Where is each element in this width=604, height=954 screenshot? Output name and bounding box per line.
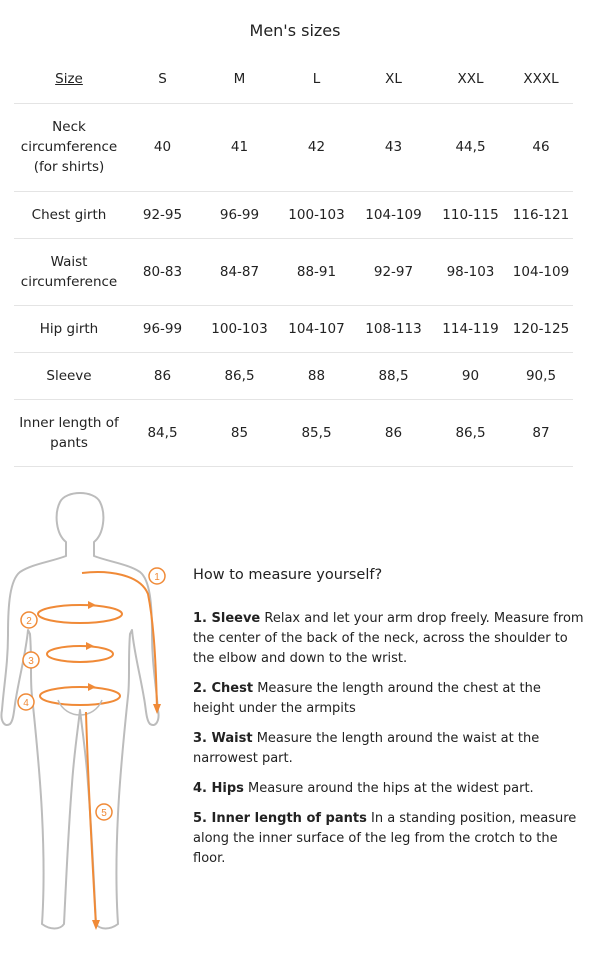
table-cell: 90,5 bbox=[525, 367, 557, 384]
step-lead: 2. Chest bbox=[193, 681, 254, 696]
step-text: Measure the length around the chest at the height under the armpits bbox=[193, 681, 541, 716]
table-cell: 88-91 bbox=[296, 263, 337, 280]
size-header-label: Size bbox=[55, 71, 83, 88]
table-row bbox=[14, 352, 573, 399]
step-text: Measure the length around the waist at the narrowest part. bbox=[193, 731, 540, 766]
chest-measure-ellipse bbox=[38, 605, 122, 623]
table-cell: 90 bbox=[461, 367, 480, 384]
table-cell: 86,5 bbox=[455, 424, 486, 441]
table-cell: 120-125 bbox=[512, 320, 570, 337]
table-cell: 42 bbox=[307, 139, 326, 155]
table-cell: 104-109 bbox=[365, 206, 422, 223]
step-text: Measure around the hips at the widest part. bbox=[248, 781, 534, 796]
row-label-hip: Hip girth bbox=[39, 320, 99, 337]
step-sleeve bbox=[193, 609, 585, 669]
size-header-xxxl: XXXL bbox=[523, 71, 559, 88]
table-cell: 86 bbox=[153, 367, 172, 384]
step-waist bbox=[193, 729, 585, 769]
page-title: Men's sizes bbox=[249, 21, 341, 40]
sleeve-arrow-icon bbox=[153, 704, 161, 714]
size-header-l: L bbox=[312, 71, 321, 88]
table-row bbox=[14, 191, 573, 238]
table-cell: 84,5 bbox=[147, 424, 178, 441]
size-table bbox=[14, 56, 573, 467]
size-header-xl: XL bbox=[385, 71, 402, 88]
table-cell: 44,5 bbox=[455, 139, 486, 155]
sleeve-measure-line bbox=[82, 572, 157, 710]
marker-5 bbox=[96, 804, 112, 820]
step-lead: 5. Inner length of pants bbox=[193, 811, 367, 826]
table-cell: 96-99 bbox=[219, 206, 260, 223]
table-cell: 86,5 bbox=[224, 367, 255, 384]
table-cell: 40 bbox=[153, 139, 172, 155]
body-outline bbox=[1, 493, 158, 929]
row-label-waist: Waist circumference bbox=[20, 253, 118, 290]
waist-measure-ellipse bbox=[47, 646, 113, 662]
table-row bbox=[14, 238, 573, 305]
table-cell: 96-99 bbox=[142, 320, 183, 337]
inner-leg-measure-line bbox=[86, 712, 96, 926]
step-chest bbox=[193, 679, 585, 719]
table-cell: 41 bbox=[230, 139, 249, 155]
step-lead: 1. Sleeve bbox=[193, 611, 261, 626]
table-cell: 108-113 bbox=[365, 320, 422, 337]
table-cell: 100-103 bbox=[288, 206, 345, 223]
size-header-s: S bbox=[158, 71, 167, 88]
table-cell: 88,5 bbox=[378, 367, 409, 384]
table-cell: 100-103 bbox=[211, 320, 268, 337]
table-cell: 104-107 bbox=[288, 320, 345, 337]
body-measurement-figure bbox=[0, 484, 180, 944]
table-cell: 43 bbox=[384, 139, 403, 155]
marker-4 bbox=[18, 694, 34, 710]
row-label-inner-length: Inner length of pants bbox=[19, 414, 119, 451]
table-cell: 92-95 bbox=[142, 206, 183, 223]
table-cell: 80-83 bbox=[142, 263, 183, 280]
marker-3-label: 3 bbox=[28, 656, 34, 667]
table-cell: 98-103 bbox=[446, 263, 495, 280]
table-cell: 85,5 bbox=[301, 424, 332, 441]
table-cell: 104-109 bbox=[512, 263, 570, 280]
size-header-xxl: XXL bbox=[457, 71, 484, 88]
chest-arrow-icon bbox=[88, 601, 96, 609]
table-cell: 84-87 bbox=[219, 263, 260, 280]
table-cell: 92-97 bbox=[373, 263, 414, 280]
row-label-sleeve: Sleeve bbox=[46, 367, 92, 384]
size-column-header bbox=[14, 56, 124, 103]
table-row bbox=[14, 399, 573, 466]
table-cell: 87 bbox=[532, 424, 550, 441]
table-cell: 114-119 bbox=[442, 320, 499, 337]
instructions-title: How to measure yourself? bbox=[193, 567, 383, 583]
table-row bbox=[14, 305, 573, 352]
inner-leg-arrow-icon bbox=[92, 920, 100, 930]
marker-2-label: 2 bbox=[26, 616, 32, 627]
marker-1 bbox=[149, 568, 165, 584]
step-text: Relax and let your arm drop freely. Measure from the center of the back of the neck, across the shoulder to the elbow and down to the wrist. bbox=[193, 611, 584, 666]
step-lead: 4. Hips bbox=[193, 781, 244, 796]
table-cell: 116-121 bbox=[512, 206, 570, 223]
marker-2 bbox=[21, 612, 37, 628]
row-label-neck: Neck circumference (for shirts) bbox=[20, 119, 118, 175]
waist-arrow-icon bbox=[86, 642, 94, 650]
table-cell: 86 bbox=[384, 424, 403, 441]
size-header-m: M bbox=[233, 71, 246, 88]
row-label-chest: Chest girth bbox=[31, 206, 107, 223]
step-inner-length bbox=[193, 809, 585, 869]
hip-arrow-icon bbox=[88, 683, 96, 691]
step-lead: 3. Waist bbox=[193, 731, 253, 746]
table-cell: 110-115 bbox=[442, 206, 499, 223]
instructions-steps bbox=[193, 609, 585, 879]
table-cell: 46 bbox=[532, 139, 550, 155]
table-header-row bbox=[14, 56, 573, 103]
hip-measure-ellipse bbox=[40, 687, 120, 705]
step-hips bbox=[193, 779, 585, 799]
table-cell: 88 bbox=[307, 367, 326, 384]
table-row bbox=[14, 103, 573, 191]
step-text: In a standing position, measure along the inner surface of the leg from the crotch to the floor. bbox=[193, 811, 577, 866]
marker-1-label: 1 bbox=[154, 572, 160, 583]
marker-4-label: 4 bbox=[23, 698, 29, 709]
table-cell: 85 bbox=[230, 424, 249, 441]
marker-3 bbox=[23, 652, 39, 668]
marker-5-label: 5 bbox=[101, 808, 107, 819]
